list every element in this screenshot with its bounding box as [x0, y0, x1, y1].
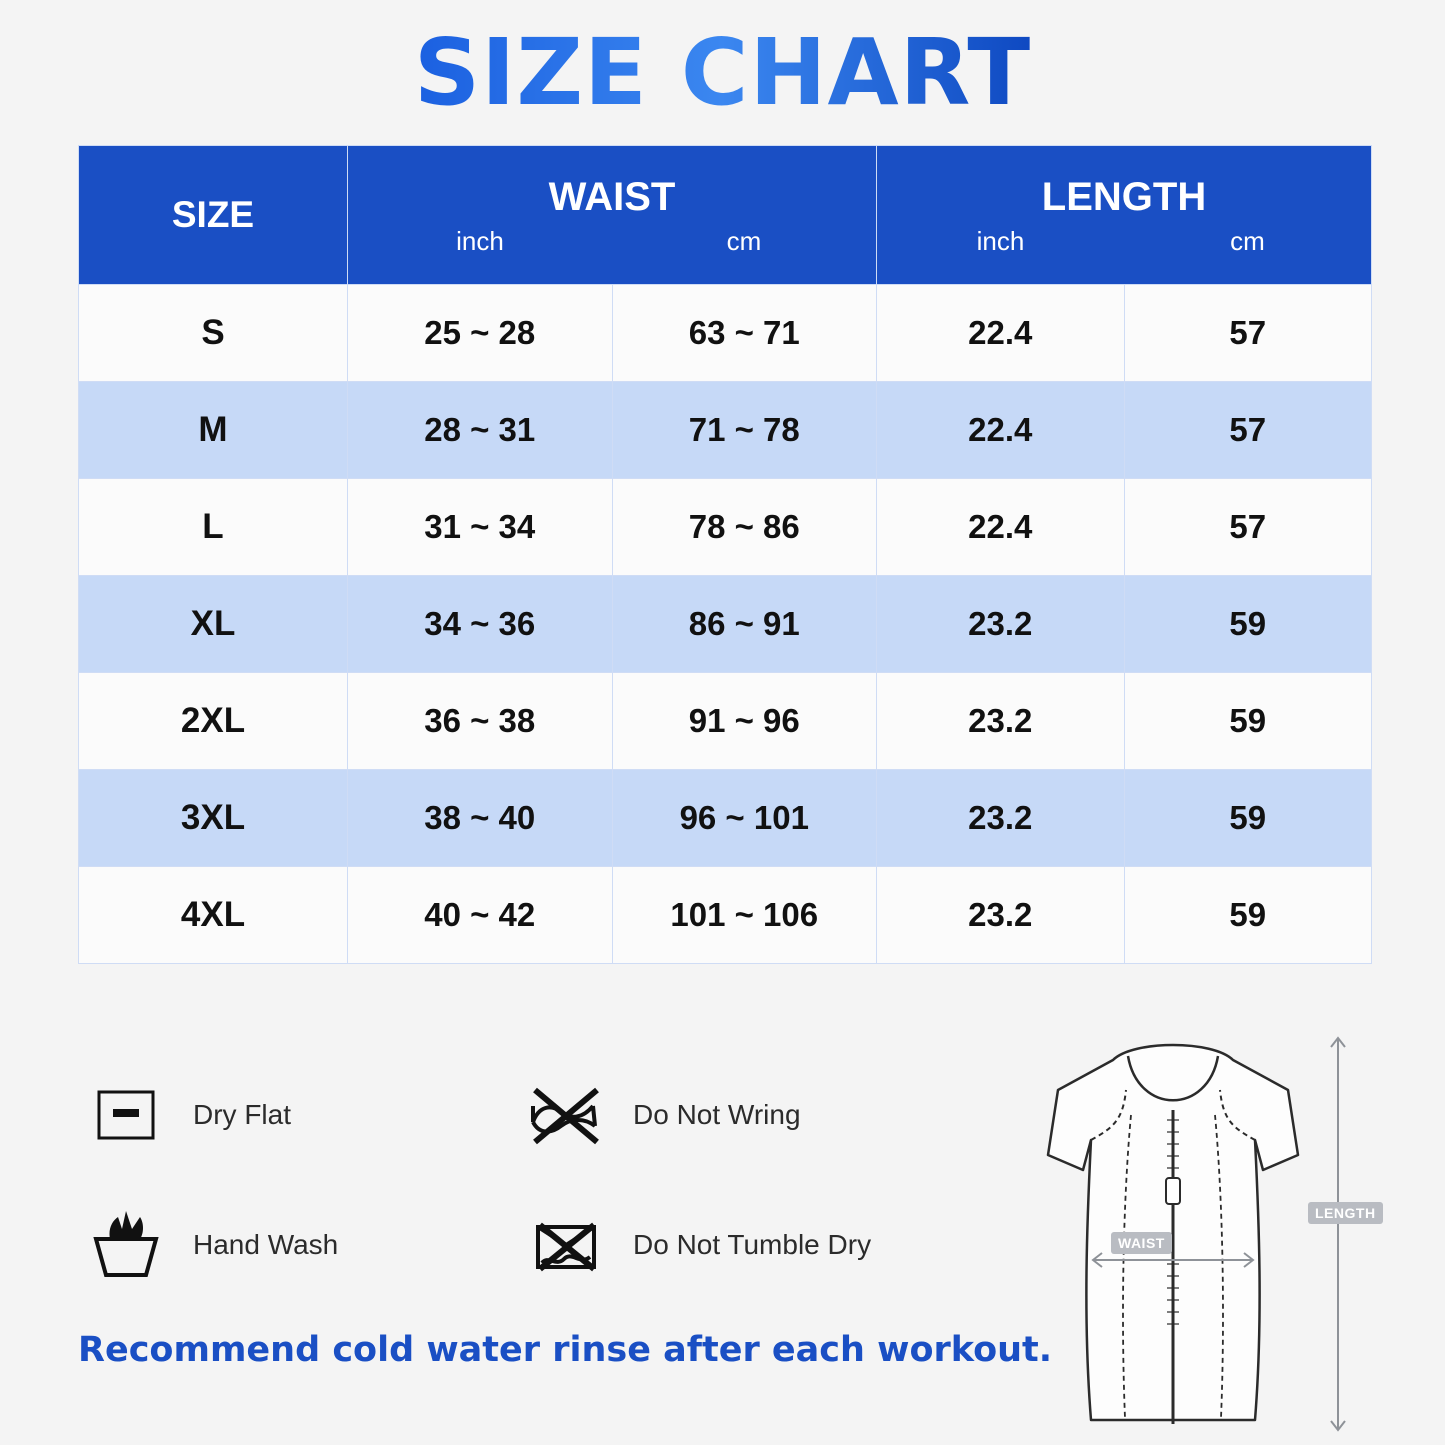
cell-size: XL — [79, 576, 348, 673]
cell-length-cm: 57 — [1124, 285, 1372, 382]
cell-length-cm: 57 — [1124, 479, 1372, 576]
care-label: Do Not Tumble Dry — [633, 1229, 872, 1260]
cell-waist-cm: 91 ~ 96 — [612, 673, 877, 770]
care-row-2 — [78, 1180, 958, 1310]
cell-size: L — [79, 479, 348, 576]
cell-waist-inch: 31 ~ 34 — [348, 479, 613, 576]
header-waist-cm: cm — [726, 225, 762, 256]
do-not-tumble-dry-icon — [518, 1198, 613, 1293]
table-header-row — [79, 146, 1372, 285]
cell-waist-cm: 101 ~ 106 — [612, 867, 877, 964]
size-table — [78, 145, 1372, 964]
cell-waist-cm: 96 ~ 101 — [612, 770, 877, 867]
care-item-dry-flat — [78, 1068, 518, 1163]
header-waist-label: WAIST — [548, 174, 676, 219]
cell-size: M — [79, 382, 348, 479]
cell-waist-inch: 40 ~ 42 — [348, 867, 613, 964]
care-item-hand-wash — [78, 1198, 518, 1293]
table-head — [79, 146, 1372, 285]
cell-waist-inch: 38 ~ 40 — [348, 770, 613, 867]
length-group — [877, 146, 1371, 284]
care-label: Dry Flat — [193, 1099, 291, 1130]
length-units — [877, 226, 1371, 257]
cell-length-cm: 59 — [1124, 673, 1372, 770]
header-length-label: LENGTH — [1041, 174, 1207, 219]
cell-length-inch: 23.2 — [877, 576, 1125, 673]
cell-size: 3XL — [79, 770, 348, 867]
cell-waist-cm: 71 ~ 78 — [612, 382, 877, 479]
waist-measure-badge: WAIST — [1111, 1232, 1172, 1254]
table-row — [79, 285, 1372, 382]
length-measure-badge: LENGTH — [1308, 1202, 1383, 1224]
cell-length-inch: 23.2 — [877, 867, 1125, 964]
cell-waist-inch: 36 ~ 38 — [348, 673, 613, 770]
cell-size: 2XL — [79, 673, 348, 770]
cell-length-cm: 59 — [1124, 576, 1372, 673]
cell-size: 4XL — [79, 867, 348, 964]
cell-waist-cm: 86 ~ 91 — [612, 576, 877, 673]
header-size: SIZE — [79, 146, 348, 285]
cell-length-cm: 57 — [1124, 382, 1372, 479]
care-label: Hand Wash — [193, 1229, 339, 1260]
header-waist-inch: inch — [456, 225, 504, 256]
cell-waist-inch: 25 ~ 28 — [348, 285, 613, 382]
header-waist-group — [348, 146, 877, 285]
cell-length-inch: 22.4 — [877, 382, 1125, 479]
care-row-1 — [78, 1050, 958, 1180]
care-instructions — [78, 1050, 958, 1310]
cell-length-cm: 59 — [1124, 770, 1372, 867]
table-row — [79, 479, 1372, 576]
table-row — [79, 673, 1372, 770]
cell-length-inch: 22.4 — [877, 479, 1125, 576]
cell-length-cm: 59 — [1124, 867, 1372, 964]
cell-size: S — [79, 285, 348, 382]
recommendation-note: Recommend cold water rinse after each workout. — [78, 1330, 1053, 1370]
header-length-inch: inch — [976, 225, 1025, 256]
hand-wash-icon — [78, 1198, 173, 1293]
size-table-wrapper — [78, 145, 1367, 964]
table-row — [79, 770, 1372, 867]
header-length-cm: cm — [1230, 225, 1265, 256]
cell-waist-cm: 63 ~ 71 — [612, 285, 877, 382]
waist-group — [348, 146, 876, 284]
page-title: SIZE CHART — [0, 0, 1445, 123]
table-body — [79, 285, 1372, 964]
waist-units — [348, 226, 876, 257]
cell-waist-inch: 34 ~ 36 — [348, 576, 613, 673]
care-label: Do Not Wring — [633, 1099, 801, 1130]
cell-length-inch: 23.2 — [877, 770, 1125, 867]
table-row — [79, 382, 1372, 479]
cell-length-inch: 22.4 — [877, 285, 1125, 382]
garment-illustration — [963, 1020, 1393, 1440]
cell-waist-cm: 78 ~ 86 — [612, 479, 877, 576]
cell-length-inch: 23.2 — [877, 673, 1125, 770]
care-item-do-not-tumble-dry — [518, 1198, 958, 1293]
do-not-wring-icon — [518, 1068, 613, 1163]
table-row — [79, 867, 1372, 964]
table-row — [79, 576, 1372, 673]
dry-flat-icon — [78, 1068, 173, 1163]
header-length-group — [877, 146, 1372, 285]
cell-waist-inch: 28 ~ 31 — [348, 382, 613, 479]
care-item-do-not-wring — [518, 1068, 958, 1163]
